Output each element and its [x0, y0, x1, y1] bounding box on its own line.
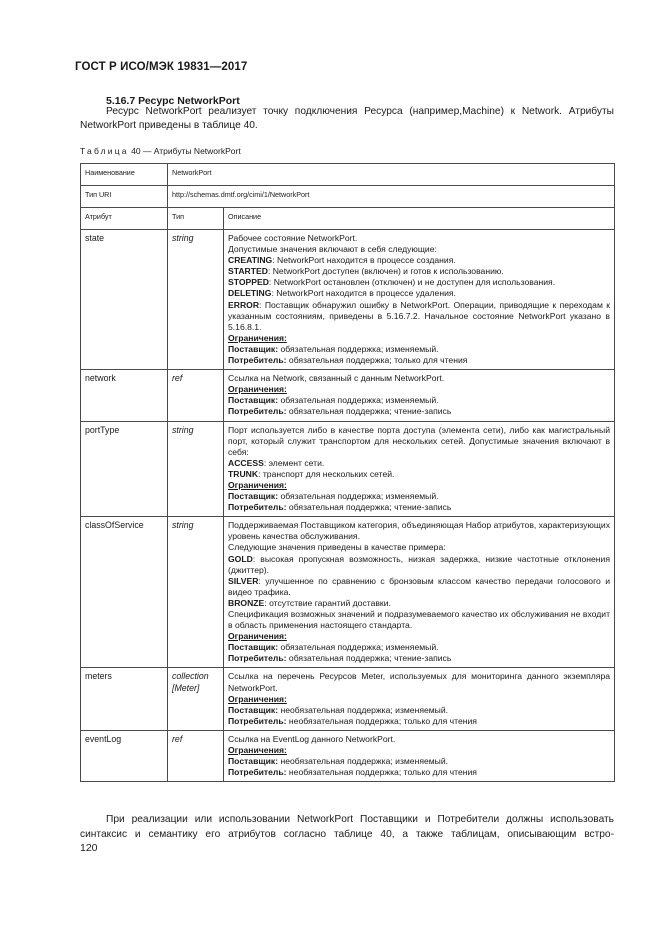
attribute-name: network	[81, 370, 168, 421]
description-term: ERROR	[228, 299, 260, 310]
attribute-type: ref	[168, 370, 224, 421]
description-line	[228, 694, 610, 705]
constraints-heading: Ограничения:	[228, 384, 287, 395]
description-line	[228, 355, 610, 366]
description-text: обязательная поддержка; чтение-запись	[286, 653, 452, 664]
meta-name-value: NetworkPort	[168, 164, 615, 186]
attribute-type: string	[168, 421, 224, 517]
description-term: SILVER	[228, 575, 259, 586]
description-term: Потребитель:	[228, 715, 287, 726]
description-text: Порт используется либо в качестве порта доступа (элемента сети), либо как магистральный порт, который служит транспортом для нескольких сетей. Допустимые значения включают в себя:	[228, 424, 611, 457]
description-term: Потребитель:	[228, 653, 287, 664]
description-text: : NetworkPort находится в процессе удаления.	[271, 288, 456, 299]
description-term: Поставщик:	[228, 756, 279, 767]
description-text: обязательная поддержка; изменяемый.	[278, 642, 439, 653]
table-row	[81, 370, 615, 421]
description-line	[228, 756, 610, 767]
description-text: обязательная поддержка; только для чтения	[286, 355, 468, 366]
description-line	[228, 469, 610, 480]
description-line	[228, 344, 610, 355]
description-text: : NetworkPort находится в процессе создания.	[272, 255, 456, 266]
column-header-row	[81, 208, 615, 230]
description-text: Ссылка на Network, связанный с данным NetworkPort.	[228, 373, 445, 384]
description-line	[228, 502, 610, 513]
attribute-description	[224, 370, 615, 421]
description-term: Поставщик:	[228, 395, 279, 406]
description-text: обязательная поддержка; чтение-запись	[286, 502, 452, 513]
closing-paragraph: При реализации или использовании NetworkPort Поставщики и Потребители должны использовать синтаксис и семантику его атрибутов согласно таблице 40, а также таблицам, описывающим встро-	[80, 814, 614, 840]
description-line	[228, 233, 610, 244]
description-text: обязательная поддержка; изменяемый.	[278, 343, 439, 354]
description-term: GOLD	[228, 553, 253, 564]
page-number: 120	[80, 842, 98, 854]
attribute-type: collection [Meter]	[168, 668, 224, 730]
description-line	[228, 642, 610, 653]
description-line	[228, 288, 610, 299]
description-line	[228, 767, 610, 778]
description-line	[228, 425, 610, 458]
description-text: обязательная поддержка; изменяемый.	[278, 491, 439, 502]
description-text: : Поставщик обнаружил ошибку в NetworkPort. Операции, приводящие к переходам к указанным состояниям, приведены в 5.16.7.2. Начальное состояние NetworkPort указано в 5.16.8.1.	[228, 299, 611, 332]
description-line	[228, 266, 610, 277]
description-line	[228, 480, 610, 491]
section-intro: Ресурс NetworkPort реализует точку подключения Ресурса (например,Machine) к Network. Атрибуты NetworkPort приведены в таблице 40.	[80, 106, 614, 131]
constraints-heading: Ограничения:	[228, 479, 287, 490]
attribute-type: string	[168, 517, 224, 668]
description-line	[228, 598, 610, 609]
description-text: необязательная поддержка; изменяемый.	[278, 756, 449, 767]
description-text: Поддерживаемая Поставщиком категория, объединяющая Набор атрибутов, характеризующих уровень качества обслуживания.	[228, 520, 611, 542]
table-row	[81, 517, 615, 668]
description-line	[228, 406, 610, 417]
column-header-desc: Описание	[224, 208, 615, 230]
constraints-heading: Ограничения:	[228, 332, 287, 343]
description-term: Потребитель:	[228, 767, 287, 778]
description-line	[228, 716, 610, 727]
attribute-description	[224, 730, 615, 781]
attribute-name: classOfService	[81, 517, 168, 668]
description-line	[228, 705, 610, 716]
attribute-type: ref	[168, 730, 224, 781]
section-title: 5.16.7 Ресурс NetworkPort	[106, 95, 240, 107]
attribute-name: eventLog	[81, 730, 168, 781]
attribute-description	[224, 668, 615, 730]
description-text: необязательная поддержка; только для чтения	[286, 767, 477, 778]
description-text: Ссылка на перечень Ресурсов Meter, используемых для мониторинга данного экземпляра NetworkPort.	[228, 671, 611, 693]
description-text: : высокая пропускная возможность, низкая задержка, низкие частотные отклонения (джиттер).	[228, 553, 611, 575]
description-text: : улучшенное по сравнению с бронзовым классом качество передачи голосового и видео трафика.	[228, 575, 611, 597]
constraints-heading: Ограничения:	[228, 745, 287, 756]
attribute-type: string	[168, 230, 224, 370]
attribute-name: portType	[81, 421, 168, 517]
description-line	[228, 745, 610, 756]
column-header-attr: Атрибут	[81, 208, 168, 230]
description-term: Поставщик:	[228, 704, 279, 715]
table-row	[81, 230, 615, 370]
description-line	[228, 631, 610, 642]
meta-uri-value: http://schemas.dmtf.org/cimi/1/NetworkPort	[168, 186, 615, 208]
description-term: STOPPED	[228, 277, 269, 288]
description-text: обязательная поддержка; чтение-запись	[286, 406, 452, 417]
document-header: ГОСТ Р ИСО/МЭК 19831—2017	[75, 61, 248, 73]
attribute-description	[224, 230, 615, 370]
description-text: обязательная поддержка; изменяемый.	[278, 395, 439, 406]
table-caption-prefix: Таблица	[80, 146, 129, 156]
description-text: Допустимые значения включают в себя следующие:	[228, 244, 437, 255]
description-text: Следующие значения приведены в качестве примера:	[228, 542, 446, 553]
constraints-heading: Ограничения:	[228, 693, 287, 704]
description-text: : элемент сети.	[263, 457, 325, 468]
description-text: Спецификация возможных значений и подразумеваемого качество их обслуживания не входит в область применения настоящего стандарта.	[228, 609, 611, 631]
description-text: : NetworkPort остановлен (отключен) и не доступен для использования.	[268, 277, 556, 288]
description-line	[228, 333, 610, 344]
description-term: ACCESS	[228, 457, 264, 468]
description-term: Потребитель:	[228, 406, 287, 417]
description-line	[228, 395, 610, 406]
attribute-description	[224, 517, 615, 668]
description-text: необязательная поддержка; только для чтения	[286, 715, 477, 726]
table-caption-text: 40 — Атрибуты NetworkPort	[131, 146, 241, 156]
description-term: STARTED	[228, 266, 268, 277]
description-term: Поставщик:	[228, 642, 279, 653]
attribute-description	[224, 421, 615, 517]
table-row	[81, 668, 615, 730]
meta-row-uri	[81, 186, 615, 208]
meta-name-label: Наименование	[81, 164, 168, 186]
description-line	[228, 576, 610, 598]
description-line	[228, 491, 610, 502]
table-row	[81, 730, 615, 781]
meta-uri-label: Тип URI	[81, 186, 168, 208]
description-text: Ссылка на EventLog данного NetworkPort.	[228, 733, 396, 744]
description-line	[228, 671, 610, 693]
description-line	[228, 542, 610, 553]
description-term: Потребитель:	[228, 355, 287, 366]
description-line	[228, 653, 610, 664]
attribute-name: meters	[81, 668, 168, 730]
description-term: CREATING	[228, 255, 273, 266]
table-caption	[80, 146, 241, 156]
attributes-table	[80, 163, 615, 782]
description-term: Поставщик:	[228, 491, 279, 502]
description-text: необязательная поддержка; изменяемый.	[278, 704, 449, 715]
attributes-table-body	[81, 164, 615, 782]
description-text: : транспорт для нескольких сетей.	[258, 468, 395, 479]
meta-row-name	[81, 164, 615, 186]
attribute-name: state	[81, 230, 168, 370]
description-line	[228, 373, 610, 384]
description-line	[228, 554, 610, 576]
description-line	[228, 277, 610, 288]
description-line	[228, 609, 610, 631]
description-line	[228, 300, 610, 333]
description-line	[228, 458, 610, 469]
description-term: BRONZE	[228, 597, 265, 608]
description-term: DELETING	[228, 288, 272, 299]
description-text: Рабочее состояние NetworkPort.	[228, 233, 358, 243]
description-line	[228, 520, 610, 542]
description-line	[228, 244, 610, 255]
description-text: : NetworkPort доступен (включен) и готов к использованию.	[267, 266, 504, 277]
description-line	[228, 734, 610, 745]
constraints-heading: Ограничения:	[228, 631, 287, 642]
description-text: : отсутствие гарантий доставки.	[264, 597, 391, 608]
description-term: Потребитель:	[228, 502, 287, 513]
description-line	[228, 384, 610, 395]
description-term: TRUNK	[228, 468, 259, 479]
description-line	[228, 255, 610, 266]
description-term: Поставщик:	[228, 343, 279, 354]
table-row	[81, 421, 615, 517]
column-header-type: Тип	[168, 208, 224, 230]
